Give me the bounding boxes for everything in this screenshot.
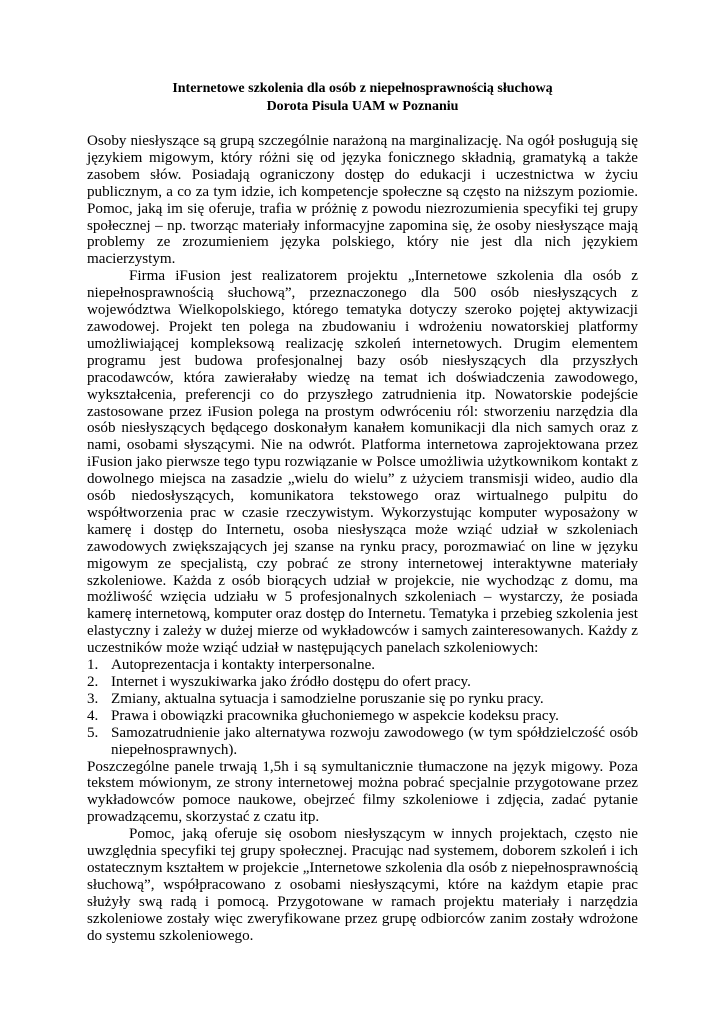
paragraph-panels: Poszczególne panele trwają 1,5h i są symultanicznie tłumaczone na język migowy. Poza tekstem mówionym, ze strony internetowej można pobrać specjalnie przygotowane przez wykładowców pomoce naukowe, obejrzeć filmy szkoleniowe i zdjęcia, zadać pytanie prowadzącemu, skorzystać z czatu itp.	[87, 758, 638, 826]
list-item-text: Zmiany, aktualna sytuacja i samodzielne poruszanie się po rynku pracy.	[111, 690, 544, 707]
list-item-text: Autoprezentacja i kontakty interpersonalne.	[111, 657, 376, 674]
list-item	[87, 708, 638, 725]
list-item-number: 1.	[87, 657, 99, 674]
list-item	[87, 674, 638, 691]
document-title: Internetowe szkolenia dla osób z niepełnosprawnością słuchową	[172, 81, 553, 96]
document-page	[87, 80, 638, 945]
list-item-text: Prawa i obowiązki pracownika głuchoniemego w aspekcie kodeksu pracy.	[111, 707, 559, 724]
paragraph-project: Firma iFusion jest realizatorem projektu „Internetowe szkolenia dla osób z niepełnosprawnością słuchową”, przeznaczonego dla 500 osób niesłyszących z województwa Wielkopolskiego, którego tematyka dotyczy szeroko pojętej aktywizacji zawodowej. Projekt ten polega na zbudowaniu i wdrożeniu nowatorskiej platformy umożliwiającej kompleksową realizację szkoleń internetowych. Drugim elementem programu jest budowa profesjonalnej bazy osób niesłyszących dla przyszłych pracodawców, która zawierałaby wiedzę na temat ich doświadczenia zawodowego, wykształcenia, preferencji co do przyszłego zatrudnienia itp. Nowatorskie podejście zastosowane przez iFusion polega na prostym odwróceniu ról: stworzeniu narzędzia dla osób niesłyszących będącego doskonałym kanałem komunikacji dla nich samych oraz z nami, osobami słyszącymi. Nie na odwrót. Platforma internetowa zaprojektowana przez iFusion jako pierwsze tego typu rozwiązanie w Polsce umożliwia użytkownikom kontakt z dowolnego miejsca na zasadzie „wielu do wielu” z użyciem transmisji wideo, audio dla osób niedosłyszących, komunikatora tekstowego oraz wirtualnego pulpitu do współtworzenia prac w czasie rzeczywistym. Wykorzystując komputer wyposażony w kamerę i dostęp do Internetu, osoba niesłysząca może wziąć udział w szkoleniach zawodowych zwiększających jej szanse na rynku pracy, porozmawiać on line w języku migowym ze specjalistą, czy pobrać ze strony internetowej interaktywne materiały szkoleniowe. Każda z osób biorących udział w projekcie, nie wychodząc z domu, ma możliwość wzięcia udziału w 5 profesjonalnych szkoleniach – wystarczy, że posiada kamerę internetową, komputer oraz dostęp do Internetu. Tematyka i przebieg szkolenia jest elastyczny i zależy w dużej mierze od wykładowców i samych zainteresowanych. Każdy z uczestników może wziąć udział w następujących panelach szkoleniowych:	[87, 268, 638, 657]
paragraph-intro: Osoby niesłyszące są grupą szczególnie narażoną na marginalizację. Na ogół posługują się językiem migowym, który różni się od języka fonicznego składnią, gramatyką a także zasobem słów. Posiadają ograniczony dostęp do edukacji i uczestnictwa w życiu publicznym, a co za tym idzie, ich kompetencje społeczne są często na niższym poziomie. Pomoc, jaką im się oferuje, trafia w próżnię z powodu niezrozumienia specyfiki tej grupy społecznej – np. tworząc materiały informacyjne zapomina się, że osoby niesłyszące mają problemy ze zrozumieniem języka polskiego, który nie jest dla nich językiem macierzystym.	[87, 133, 638, 268]
document-author: Dorota Pisula UAM w Poznaniu	[266, 99, 459, 114]
list-item-number: 3.	[87, 690, 99, 707]
list-item-text: Samozatrudnienie jako alternatywa rozwoju zawodowego (w tym spółdzielczość osób niepełnosprawnych).	[111, 724, 638, 758]
title-spacer	[87, 116, 638, 133]
list-item-number: 2.	[87, 674, 99, 690]
list-item	[87, 725, 638, 759]
training-panels-list	[87, 657, 638, 758]
list-item-text: Internet i wyszukiwarka jako źródło dostępu do ofert pracy.	[111, 674, 471, 690]
list-item	[87, 657, 638, 674]
list-item-number: 4.	[87, 707, 99, 724]
paragraph-summary: Pomoc, jaką oferuje się osobom niesłyszącym w innych projektach, często nie uwzględnia specyfiki tej grupy społecznej. Pracując nad systemem, doborem szkoleń i ich ostatecznym kształtem w projekcie „Internetowe szkolenia dla osób z niepełnosprawnością słuchową”, współpracowano z osobami niesłyszącymi, które na każdym etapie prac służyły swą radą i pomocą. Przygotowane w ramach projektu materiały i narzędzia szkoleniowe zostały więc zweryfikowane przez grupę odbiorców zanim zostały wdrożone do systemu szkoleniowego.	[87, 826, 638, 944]
list-item-number: 5.	[87, 724, 99, 741]
list-item	[87, 691, 638, 708]
